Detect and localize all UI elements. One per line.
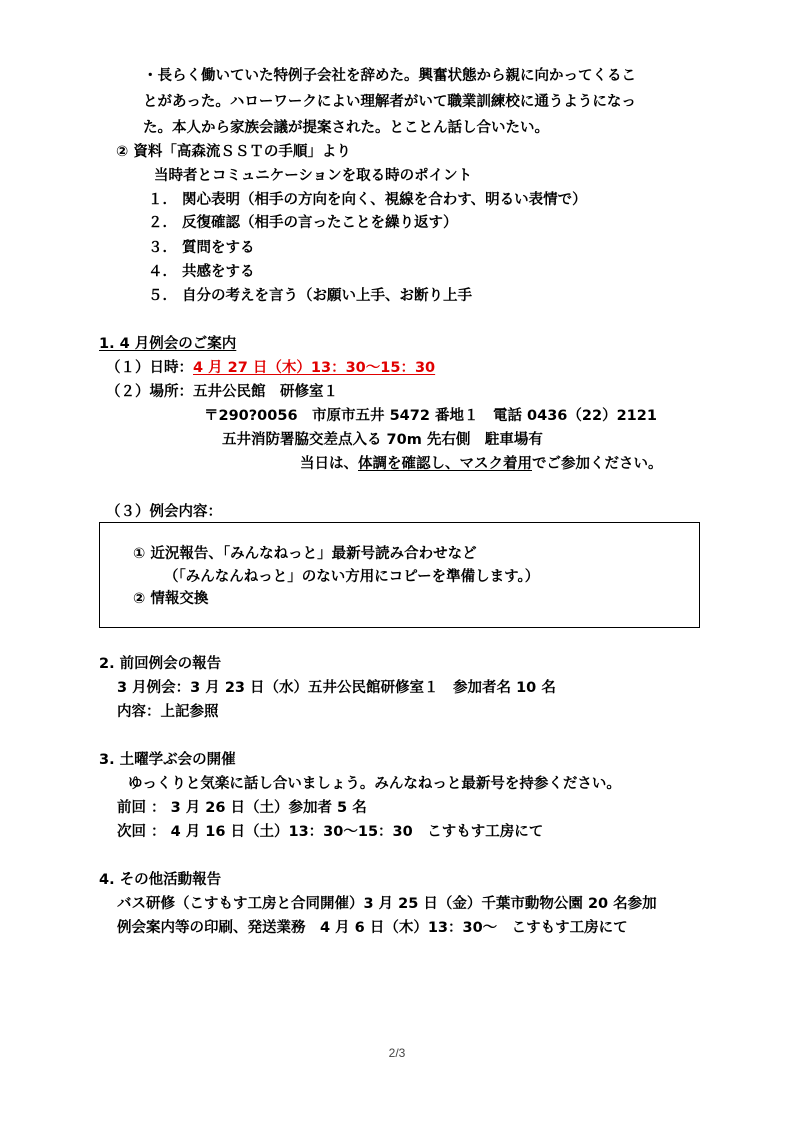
section4-line-2: 例会案内等の印刷、発送業務 4 月 6 日（木）13：30～ こすもす工房にて bbox=[117, 920, 628, 936]
notice-underlined: 体調を確認し、マスク着用 bbox=[358, 456, 532, 472]
section3-heading: 3. 土曜学ぶ会の開催 bbox=[99, 752, 236, 768]
section4-line-1: バス研修（こすもす工房と合同開催）3 月 25 日（金）千葉市動物公園 20 名参加 bbox=[117, 896, 657, 912]
datetime-value: 4 月 27 日（木）13：30～15：30 bbox=[193, 360, 436, 376]
notice bbox=[300, 454, 663, 474]
page-number: 2/3 bbox=[388, 1046, 406, 1060]
point-item: ５． 自分の考えを言う（お願い上手、お断り上手 bbox=[148, 288, 473, 304]
section2-line-1: 3 月例会：3 月 23 日（水）五井公民館研修室１ 参加者名 10 名 bbox=[117, 680, 556, 696]
section3-line-1: ゆっくりと気楽に話し合いましょう。みんなねっと最新号を持参ください。 bbox=[128, 776, 621, 792]
place-label: （２）場所：五井公民館 研修室１ bbox=[106, 384, 338, 400]
datetime-row bbox=[106, 358, 435, 378]
section2-heading: 2. 前回例会の報告 bbox=[99, 656, 222, 672]
intro-line-3: た。本人から家族会議が提案された。とことん話し合いたい。 bbox=[143, 120, 549, 136]
notice-suffix: でご参加ください。 bbox=[532, 456, 663, 472]
box-item-2: ② 情報交換 bbox=[133, 591, 209, 607]
intro-line-1: ・長らく働いていた特例子会社を辞めた。興奮状態から親に向かってくるこ bbox=[143, 68, 636, 84]
point-item: ３． 質問をする bbox=[148, 240, 255, 256]
section2-line-2: 内容：上記参照 bbox=[117, 704, 219, 720]
section1-heading: 1. 4 月例会のご案内 bbox=[99, 336, 237, 352]
content-label: （３）例会内容： bbox=[106, 504, 222, 520]
address: 〒290?0056 市原市五井 5472 番地１ 電話 0436（22）2121 bbox=[204, 408, 657, 424]
resource-subheading: 当時者とコミュニケーションを取る時のポイント bbox=[154, 168, 473, 184]
section3-line-3: 次回 ： 4 月 16 日（土）13：30～15：30 こすもす工房にて bbox=[117, 824, 544, 840]
datetime-label: （１）日時： bbox=[106, 360, 193, 376]
notice-prefix: 当日は、 bbox=[300, 456, 358, 472]
point-item: １． 関心表明（相手の方向を向く、視線を合わす、明るい表情で） bbox=[148, 192, 587, 208]
directions: 五井消防署脇交差点入る 70m 先右側 駐車場有 bbox=[222, 432, 543, 448]
intro-line-2: とがあった。ハローワークによい理解者がいて職業訓練校に通うようになっ bbox=[143, 94, 636, 110]
section4-heading: 4. その他活動報告 bbox=[99, 872, 222, 888]
point-item: ２． 反復確認（相手の言ったことを繰り返す） bbox=[148, 215, 458, 231]
resource-heading: ② 資料「高森流ＳＳＴの手順」より bbox=[116, 144, 351, 160]
section3-line-2: 前回 ： 3 月 26 日（土）参加者 5 名 bbox=[117, 800, 367, 816]
box-item-1-note: （「みんなんねっと」のない方用にコピーを準備します。） bbox=[164, 569, 540, 585]
box-item-1: ① 近況報告、「みんなねっと」最新号読み合わせなど bbox=[133, 546, 477, 562]
point-item: ４． 共感をする bbox=[148, 264, 255, 280]
